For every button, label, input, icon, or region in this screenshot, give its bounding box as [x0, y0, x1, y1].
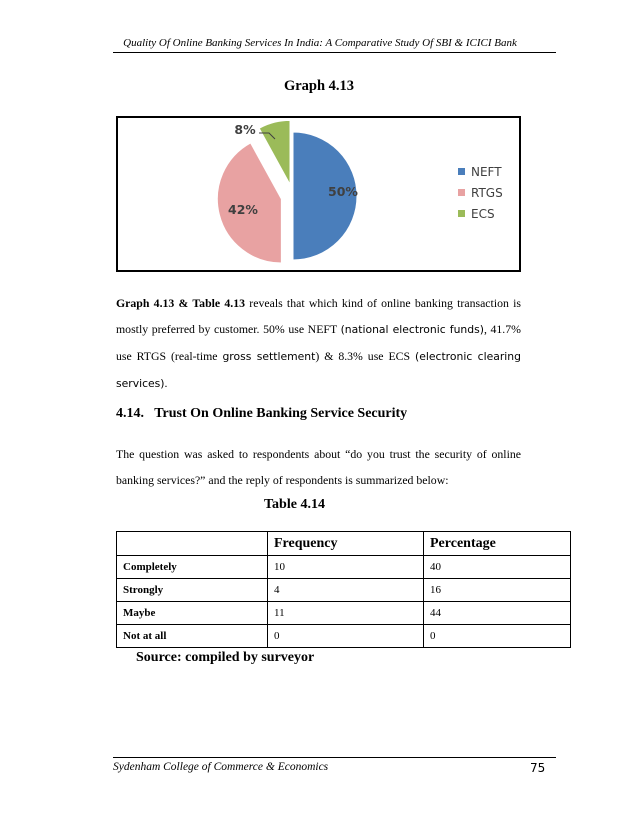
- chart-legend: [458, 161, 503, 224]
- paragraph-bold-lead: Graph 4.13 & Table 4.13: [116, 296, 246, 310]
- paragraph-graph-description: [116, 290, 521, 397]
- pie-chart: [116, 116, 521, 272]
- legend-swatch-rtgs: [458, 189, 465, 196]
- pie-label-ecs: 8%: [234, 122, 256, 137]
- table-cell-frequency: 11: [268, 602, 424, 625]
- legend-swatch-ecs: [458, 210, 465, 217]
- table-cell-frequency: 10: [268, 556, 424, 579]
- footer-college-name: Sydenham College of Commerce & Economics: [113, 761, 329, 773]
- pie-label-neft: 50%: [328, 184, 358, 199]
- header-divider: [113, 52, 556, 53]
- table-header-percentage: Percentage: [424, 532, 571, 556]
- table-header-blank: [117, 532, 268, 556]
- table-cell-label: Completely: [117, 556, 268, 579]
- paragraph-text-b: , 41.7% use RTGS (real-time: [116, 322, 521, 363]
- table-row: [117, 625, 571, 648]
- legend-item-ecs: [458, 203, 503, 224]
- paragraph-sans-c: (electronic clearing services): [116, 350, 521, 390]
- table-cell-percentage: 0: [424, 625, 571, 648]
- table-header-frequency: Frequency: [268, 532, 424, 556]
- table-cell-label: Not at all: [117, 625, 268, 648]
- pie-label-rtgs: 42%: [228, 202, 258, 217]
- legend-label-ecs: ECS: [471, 206, 495, 221]
- table-cell-percentage: 40: [424, 556, 571, 579]
- paragraph-text-d: .: [164, 376, 168, 390]
- paragraph-sans-b: gross settlement: [222, 350, 316, 363]
- table-title: Table 4.14: [264, 497, 325, 512]
- legend-label-rtgs: RTGS: [471, 185, 503, 200]
- table-row: [117, 579, 571, 602]
- table-cell-frequency: 0: [268, 625, 424, 648]
- paragraph-text-c: ) & 8.3% use ECS: [315, 349, 416, 363]
- table-header-row: [117, 532, 571, 556]
- footer-divider: [113, 757, 556, 758]
- legend-item-neft: [458, 161, 503, 182]
- table-row: [117, 556, 571, 579]
- table-cell-percentage: 44: [424, 602, 571, 625]
- paragraph-sans-a: (national electronic funds): [340, 323, 484, 336]
- legend-swatch-neft: [458, 168, 465, 175]
- table-row: [117, 602, 571, 625]
- page-number: 75: [530, 761, 546, 775]
- table-cell-label: Strongly: [117, 579, 268, 602]
- graph-title: Graph 4.13: [283, 78, 355, 94]
- paragraph-question: The question was asked to respondents about “do you trust the security of online banking services?” and the reply of respondents is summarized below:: [116, 447, 521, 487]
- table-source-note: Source: compiled by surveyor: [136, 650, 315, 665]
- section-heading: 4.14. Trust On Online Banking Service Security: [116, 406, 408, 421]
- paragraph-text-a: reveals that which kind of online banking transaction is mostly preferred by customer. 50% use NEFT: [116, 296, 522, 336]
- table-cell-frequency: 4: [268, 579, 424, 602]
- legend-item-rtgs: [458, 182, 503, 203]
- data-table: [116, 531, 571, 648]
- legend-label-neft: NEFT: [471, 164, 502, 179]
- table-cell-percentage: 16: [424, 579, 571, 602]
- running-header: Quality Of Online Banking Services In India: A Comparative Study Of SBI & ICICI Bank: [123, 37, 517, 49]
- table-cell-label: Maybe: [117, 602, 268, 625]
